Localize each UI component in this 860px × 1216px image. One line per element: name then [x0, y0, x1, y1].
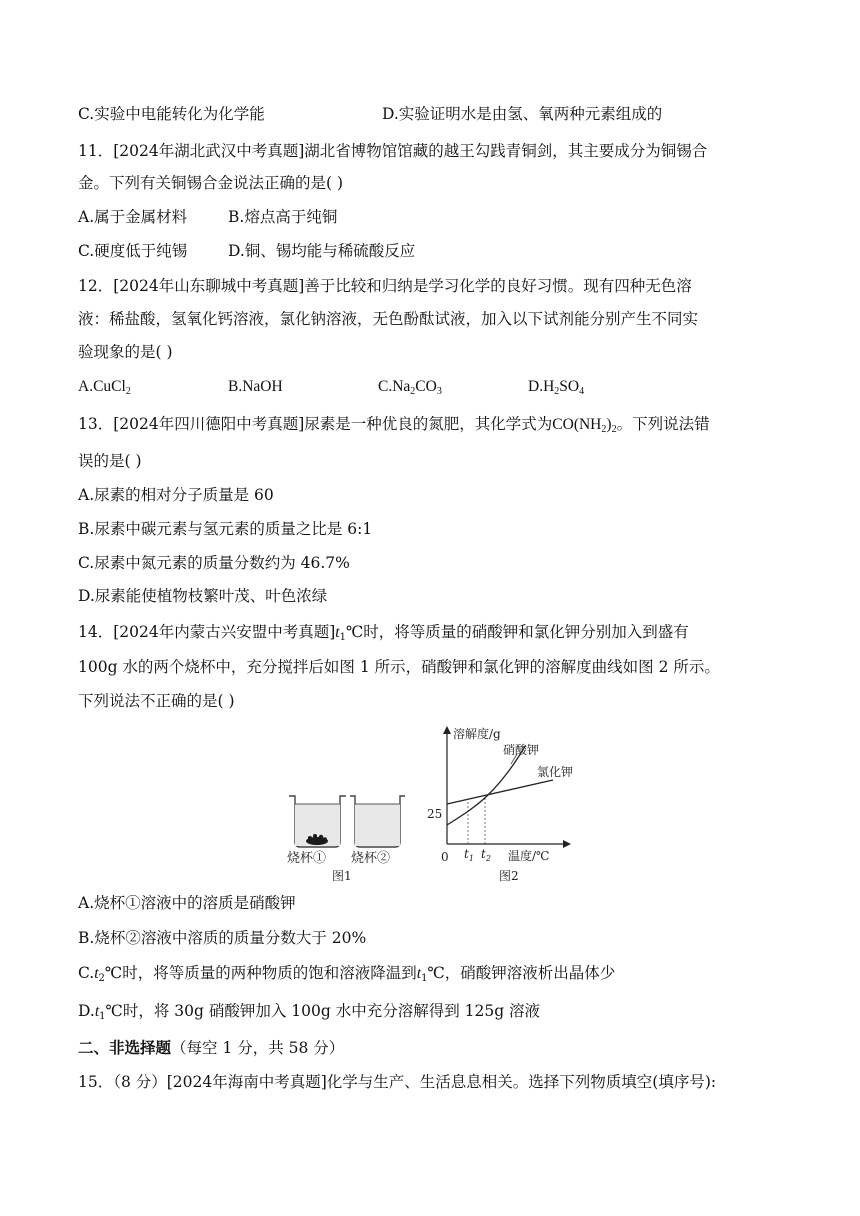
solubility-graph: [427, 726, 573, 864]
q12-stem-line1: 12．[2024年山东聊城中考真题]善于比较和归纳是学习化学的良好习惯。现有四种无色溶: [78, 277, 692, 295]
q12-option-b: B.NaOH: [228, 378, 283, 395]
q11-option-a: A.属于金属材料: [78, 208, 188, 226]
legend-potassium-chloride: 氯化钾: [537, 765, 574, 779]
q13-option-d: D.尿素能使植物枝繁叶茂、叶色浓绿: [78, 587, 328, 605]
y-axis-label: 溶解度/g: [453, 727, 501, 741]
q14-option-b: B.烧杯②溶液中溶质的质量分数大于 20%: [78, 929, 367, 947]
q11-option-c: C.硬度低于纯锡: [78, 242, 188, 260]
q14-option-a: A.烧杯①溶液中的溶质是硝酸钾: [78, 894, 296, 912]
q11-option-d: D.铜、锡均能与稀硫酸反应: [228, 242, 416, 260]
q10-option-c: C.实验中电能转化为化学能: [78, 105, 265, 123]
q14-stem-line3: 下列说法不正确的是( ): [78, 692, 235, 710]
origin-label: 0: [441, 850, 449, 864]
q13-stem-line2: 误的是( ): [78, 452, 142, 470]
x-axis-label: 温度/℃: [508, 849, 550, 863]
q11-option-b: B.熔点高于纯铜: [228, 208, 338, 226]
section-2-heading: 二、非选择题（每空 1 分，共 58 分）: [78, 1038, 345, 1057]
q12-option-c: $C.Na_2CO_3$: [378, 378, 442, 397]
q13-option-a: A.尿素的相对分子质量是 60: [78, 486, 274, 504]
figure-1-caption: 图1: [332, 869, 352, 883]
t1-tick: $t_1$: [464, 847, 474, 863]
q14-option-c: $C.t_2℃$时，将等质量的两种物质的饱和溶液降温到$t_1℃$，硝酸钾溶液析出晶体少: [78, 964, 616, 984]
beaker-2-solution: [355, 804, 400, 846]
q12-option-d: $D.H_2SO_4$: [528, 378, 585, 397]
q13-stem-line1: 13．[2024年四川德阳中考真题]尿素是一种优良的氮肥，其化学式为$CO(NH_2)_2$。下列说法错: [78, 415, 710, 435]
q12-stem-line2: 液：稀盐酸，氢氧化钙溶液，氯化钠溶液，无色酚酞试液，加入以下试剂能分别产生不同实: [78, 310, 699, 328]
q12-stem-line3: 验现象的是( ): [78, 343, 173, 361]
q14-option-d: $D.t_1℃$时，将 30g 硝酸钾加入 100g 水中充分溶解得到 125g 溶液: [78, 1002, 541, 1022]
potassium-chloride-curve: [447, 780, 553, 804]
beaker-1-label: 烧杯①: [287, 851, 327, 866]
q15-stem-line1: 15．（8 分）[2024年海南中考真题]化学与生产、生活息息相关。选择下列物质填空(填序号):: [78, 1073, 717, 1091]
beaker-2-label: 烧杯②: [351, 851, 391, 866]
q13-option-b: B.尿素中碳元素与氢元素的质量之比是 6:1: [78, 520, 373, 538]
beaker-1: [289, 796, 346, 847]
q14-stem-line2: 100g 水的两个烧杯中，充分搅拌后如图 1 所示，硝酸钾和氯化钾的溶解度曲线如图 2 所示。: [78, 658, 720, 676]
q10-option-d: D.实验证明水是由氢、氧两种元素组成的: [382, 105, 663, 123]
potassium-nitrate-curve: [447, 746, 525, 825]
q13-option-c: C.尿素中氮元素的质量分数约为 46.7%: [78, 554, 350, 572]
q11-stem-line1: 11．[2024年湖北武汉中考真题]湖北省博物馆馆藏的越王勾践青铜剑，其主要成分为铜锡合: [78, 142, 708, 160]
y-tick-25: 25: [427, 807, 443, 821]
q11-stem-line2: 金。下列有关铜锡合金说法正确的是( ): [78, 174, 344, 192]
q14-figure: [275, 724, 595, 884]
q12-option-a: A.CuCl$_2$: [78, 378, 131, 397]
q14-stem-line1: 14．[2024年内蒙古兴安盟中考真题]$t_1℃$时，将等质量的硝酸钾和氯化钾分别加入到盛有: [78, 623, 689, 643]
figure-2-caption: 图2: [499, 869, 519, 883]
urea-formula: $CO(NH_2)_2$: [552, 416, 617, 435]
t2-tick: $t_2$: [481, 847, 491, 863]
legend-potassium-nitrate: 硝酸钾: [503, 743, 540, 757]
beaker-2: [350, 796, 405, 847]
